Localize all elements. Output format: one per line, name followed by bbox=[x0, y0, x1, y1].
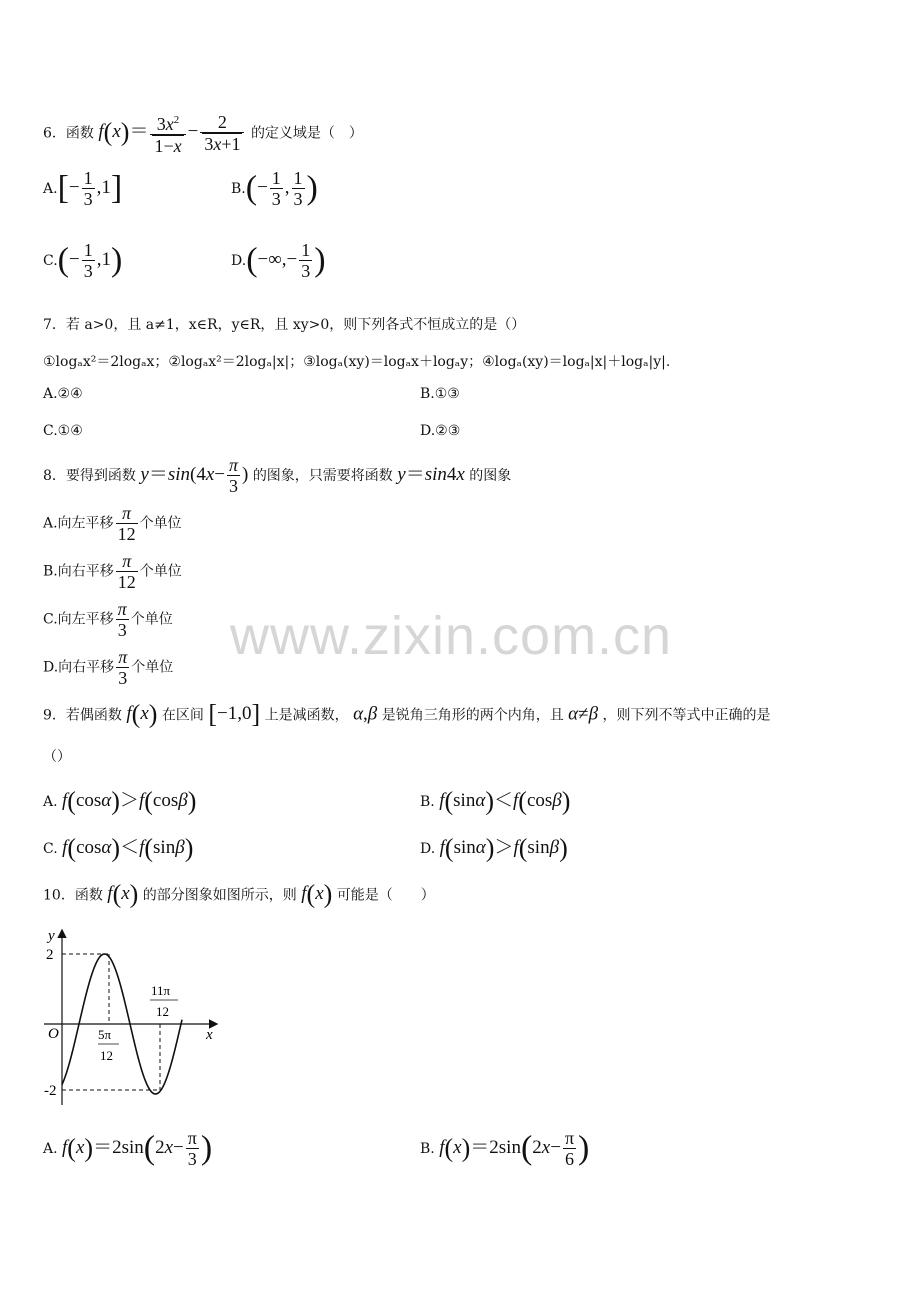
q6-b-label: B. bbox=[231, 180, 246, 197]
q8-end: 的图象 bbox=[469, 467, 512, 484]
q8-d-text: D.向右平移 bbox=[43, 659, 115, 676]
q9-t2: 上是减函数， bbox=[264, 707, 349, 724]
y-min-label: -2 bbox=[44, 1083, 57, 1099]
q10-option-a[interactable]: A. f(x)＝2sin(2x− $\frac{\pi}{3}$ ) bbox=[43, 1128, 213, 1169]
q6-number: 6．函数 bbox=[43, 125, 94, 142]
q6-c-label: C. bbox=[43, 252, 58, 269]
question-7-stem: 7．若 a>0，且 a≠1，x∈R，y∈R，且 xy>0，则下列各式不恒成立的是（） bbox=[43, 317, 526, 333]
q7-option-d[interactable]: D.②③ bbox=[420, 423, 461, 439]
q8-mid: 的图象，只需要将函数 bbox=[252, 467, 393, 484]
q9-option-d[interactable]: D. f(sinα)＞f(sinβ) bbox=[420, 833, 568, 863]
q8-target-function: y＝sin(4x− $\frac{\pi}{3}$ ) bbox=[140, 455, 249, 496]
q7-option-a[interactable]: A.②④ bbox=[43, 386, 83, 402]
q7-option-b[interactable]: B.①③ bbox=[420, 386, 460, 402]
question-10-stem: 10．函数 f(x) 的部分图象如图所示，则 f(x) 可能是（ ） bbox=[43, 880, 435, 909]
q6-option-b[interactable]: B.(− $\frac{1}{3}$ , $\frac{1}{3}$ ) bbox=[231, 168, 318, 209]
q8-b-unit: 个单位 bbox=[139, 563, 182, 580]
question-7-items: ①logₐx²＝2logₐx；②logₐx²＝2logₐ|x|；③logₐ(xy)＝logₐx＋logₐy；④logₐ(xy)＝logₐ|x|＋logₐ|y|. bbox=[43, 354, 671, 370]
origin-label: O bbox=[48, 1026, 59, 1042]
q8-d-den: 3 bbox=[118, 668, 128, 688]
q8-number: 8．要得到函数 bbox=[43, 467, 136, 484]
q8-c-den: 3 bbox=[117, 620, 127, 640]
q8-option-a[interactable]: A.向左平移 $\frac{\pi}{12}$ 个单位 bbox=[43, 503, 182, 544]
q8-b-text: B.向右平移 bbox=[43, 563, 114, 580]
x2-den-label: 12 bbox=[156, 1004, 169, 1019]
q10-option-b[interactable]: B. f(x)＝2sin(2x− $\frac{\pi}{6}$ ) bbox=[420, 1128, 590, 1169]
question-6-stem bbox=[43, 110, 363, 156]
q9-t3: 是锐角三角形的两个内角，且 bbox=[381, 707, 564, 724]
q8-option-d[interactable]: D.向右平移 $\frac{\pi}{3}$ 个单位 bbox=[43, 647, 174, 688]
q8-b-den: 12 bbox=[117, 572, 136, 592]
q8-a-unit: 个单位 bbox=[139, 515, 182, 532]
question-9-stem: 9．若偶函数 f(x) 在区间 [−1,0] 上是减函数， α,β 是锐角三角形的两个内角，且 α≠β ，则下列不等式中正确的是 bbox=[43, 700, 771, 729]
sine-graph bbox=[40, 925, 230, 1110]
q6-function: f(x)＝ $\frac{3x^2}{1-x}$ − $\frac{2}{3x+1}$ bbox=[98, 121, 246, 142]
x1-den-label: 12 bbox=[100, 1048, 113, 1063]
q10-a-label: A. bbox=[43, 1140, 58, 1157]
y-axis-label: y bbox=[48, 928, 55, 944]
q6-d-label: D. bbox=[231, 252, 247, 269]
q6-option-c[interactable]: C.(− $\frac{1}{3}$ ,1) bbox=[43, 240, 123, 281]
q8-d-unit: 个单位 bbox=[131, 659, 174, 676]
watermark: www.zixin.com.cn bbox=[230, 606, 673, 666]
q8-source-function: y＝sin4x bbox=[397, 463, 465, 485]
q10-t2: 可能是（ ） bbox=[336, 887, 435, 904]
y-max-label: 2 bbox=[46, 947, 54, 963]
q9-number: 9．若偶函数 bbox=[43, 707, 122, 724]
q9-t1: 在区间 bbox=[161, 707, 204, 724]
q9-c-label: C. bbox=[43, 841, 58, 857]
q6-a-label: A. bbox=[43, 180, 58, 197]
q9-d-label: D. bbox=[420, 841, 436, 857]
x-axis-label: x bbox=[206, 1027, 213, 1043]
q8-a-den: 12 bbox=[117, 524, 136, 544]
question-8-stem bbox=[43, 455, 511, 496]
q9-stem-end: （） bbox=[43, 749, 71, 765]
q8-c-unit: 个单位 bbox=[130, 611, 173, 628]
x2-num-label: 11π bbox=[151, 983, 171, 998]
q10-t1: 的部分图象如图所示，则 bbox=[142, 887, 297, 904]
q6-option-a[interactable]: A.[− $\frac{1}{3}$ ,1] bbox=[43, 168, 123, 209]
q8-option-c[interactable]: C.向左平移 $\frac{\pi}{3}$ 个单位 bbox=[43, 599, 173, 640]
q10-number: 10．函数 bbox=[43, 887, 103, 904]
q9-option-c[interactable]: C. f(cosα)＜f(sinβ) bbox=[43, 833, 194, 863]
q9-t4: ，则下列不等式中正确的是 bbox=[602, 707, 771, 724]
q9-b-label: B. bbox=[420, 794, 435, 810]
q9-a-label: A. bbox=[43, 794, 58, 810]
q10-b-label: B. bbox=[420, 1140, 435, 1157]
q9-option-b[interactable]: B. f(sinα)＜f(cosβ) bbox=[420, 786, 571, 816]
q9-option-a[interactable]: A. f(cosα)＞f(cosβ) bbox=[43, 786, 197, 816]
q8-option-b[interactable]: B.向右平移 $\frac{\pi}{12}$ 个单位 bbox=[43, 551, 182, 592]
q8-a-text: A.向左平移 bbox=[43, 515, 114, 532]
q7-option-c[interactable]: C.①④ bbox=[43, 423, 83, 439]
q6-option-d[interactable]: D.(−∞,− $\frac{1}{3}$ ) bbox=[231, 240, 326, 281]
q8-c-text: C.向左平移 bbox=[43, 611, 114, 628]
q6-after: 的定义域是（ ） bbox=[250, 125, 363, 142]
x1-num-label: 5π bbox=[98, 1027, 112, 1042]
